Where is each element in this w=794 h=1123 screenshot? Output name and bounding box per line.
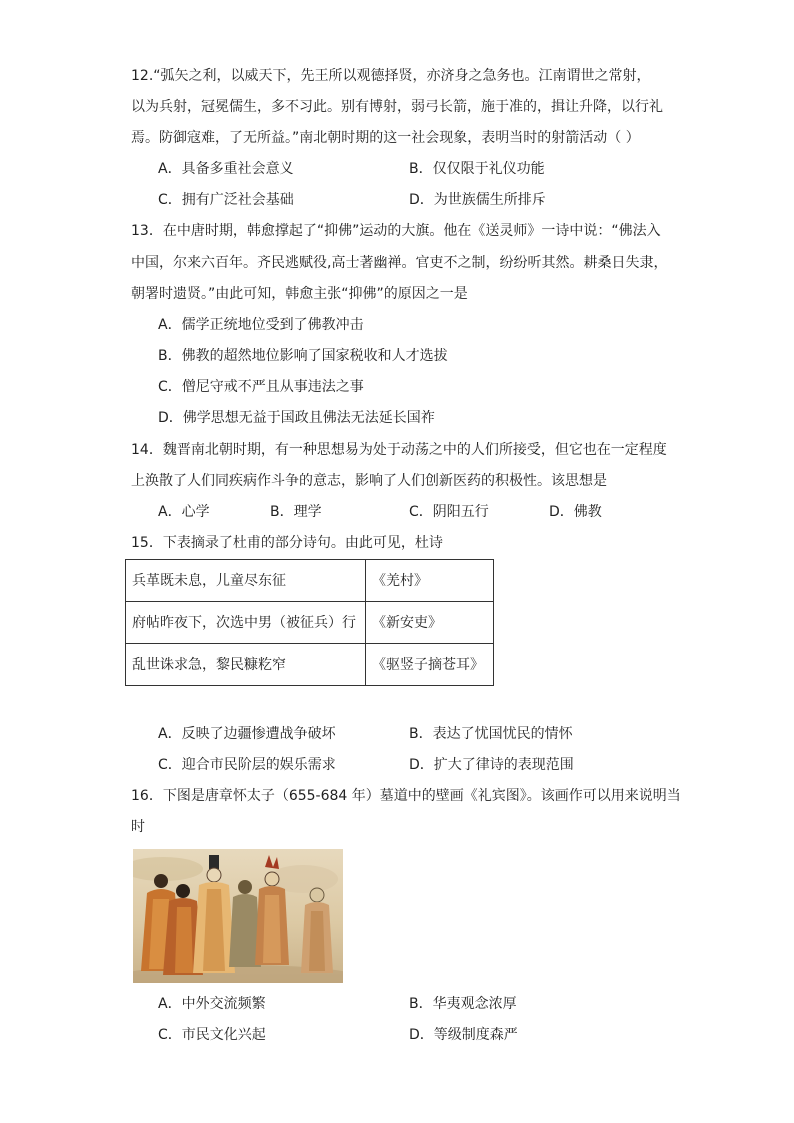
q13-option-b: B．佛教的超然地位影响了国家税收和人才选拔	[158, 348, 448, 364]
table-row	[126, 644, 494, 686]
q16-option-c: C．市民文化兴起	[158, 1027, 266, 1043]
poem-table	[125, 559, 494, 686]
q14-stem-line-1: 14．魏晋南北朝时期，有一种思想易为处于动荡之中的人们所接受，但它也在一定程度	[131, 442, 667, 458]
q15-option-b: B．表达了忧国忧民的情怀	[409, 726, 573, 742]
q14-option-d: D．佛教	[549, 504, 602, 520]
q12-stem-line-3: 焉。防御寇难，了无所益。”南北朝时期的这一社会现象，表明当时的射箭活动（ ）	[131, 130, 640, 146]
q12-option-c: C．拥有广泛社会基础	[158, 192, 294, 208]
poem-line-cell: 兵革既未息，儿童尽东征	[126, 560, 366, 602]
q14-option-b: B．理学	[270, 504, 322, 520]
q13-stem-line-2: 中国，尔来六百年。齐民逃赋役,高士著幽禅。官吏不之制，纷纷听其然。耕桑日失隶，	[131, 255, 668, 271]
poem-title-cell: 《新安吏》	[366, 602, 494, 644]
q15-option-d: D．扩大了律诗的表现范围	[409, 757, 574, 773]
q16-stem-line-2: 时	[131, 819, 145, 835]
poem-title-cell: 《羌村》	[366, 560, 494, 602]
poem-title-cell: 《驱竖子摘苍耳》	[366, 644, 494, 686]
q15-option-a: A．反映了边疆惨遭战争破坏	[158, 726, 336, 742]
q14-option-c: C．阴阳五行	[409, 504, 489, 520]
q13-stem-line-1: 13．在中唐时期，韩愈撑起了“抑佛”运动的大旗。他在《送灵师》一诗中说：“佛法入	[131, 223, 661, 239]
q12-stem-line-2: 以为兵射，冠冕儒生，多不习此。别有博射，弱弓长箭，施于准的，揖让升降，以行礼	[131, 99, 663, 115]
q13-option-d: D．佛学思想无益于国政且佛法无法延长国祚	[158, 410, 435, 426]
q16-stem-line-1: 16．下图是唐章怀太子（655-684 年）墓道中的壁画《礼宾图》。该画作可以用来说明当	[131, 788, 681, 804]
q16-option-d: D．等级制度森严	[409, 1027, 518, 1043]
q15-stem: 15．下表摘录了杜甫的部分诗句。由此可见，杜诗	[131, 535, 443, 551]
q16-option-a: A．中外交流频繁	[158, 996, 266, 1012]
poem-line-cell: 府帖昨夜下，次选中男（被征兵）行	[126, 602, 366, 644]
q13-option-a: A．儒学正统地位受到了佛教冲击	[158, 317, 364, 333]
q14-stem-line-2: 上涣散了人们同疾病作斗争的意志，影响了人们创新医药的积极性。该思想是	[131, 473, 607, 489]
poem-line-cell: 乱世诛求急，黎民糠籺窄	[126, 644, 366, 686]
q12-option-a: A．具备多重社会意义	[158, 161, 294, 177]
mural-image	[133, 849, 343, 983]
table-row	[126, 560, 494, 602]
q12-option-b: B．仅仅限于礼仪功能	[409, 161, 545, 177]
q14-option-a: A．心学	[158, 504, 210, 520]
q15-option-c: C．迎合市民阶层的娱乐需求	[158, 757, 336, 773]
q13-stem-line-3: 朝署时遗贤。”由此可知，韩愈主张“抑佛”的原因之一是	[131, 286, 468, 302]
q12-option-d: D．为世族儒生所排斥	[409, 192, 546, 208]
q16-option-b: B．华夷观念浓厚	[409, 996, 517, 1012]
q13-option-c: C．僧尼守戒不严且从事违法之事	[158, 379, 364, 395]
q12-stem-line-1: 12.“弧矢之利，以威天下，先王所以观德择贤，亦济身之急务也。江南谓世之常射，	[131, 68, 651, 84]
mural-figures-illustration	[133, 849, 343, 983]
table-row	[126, 602, 494, 644]
